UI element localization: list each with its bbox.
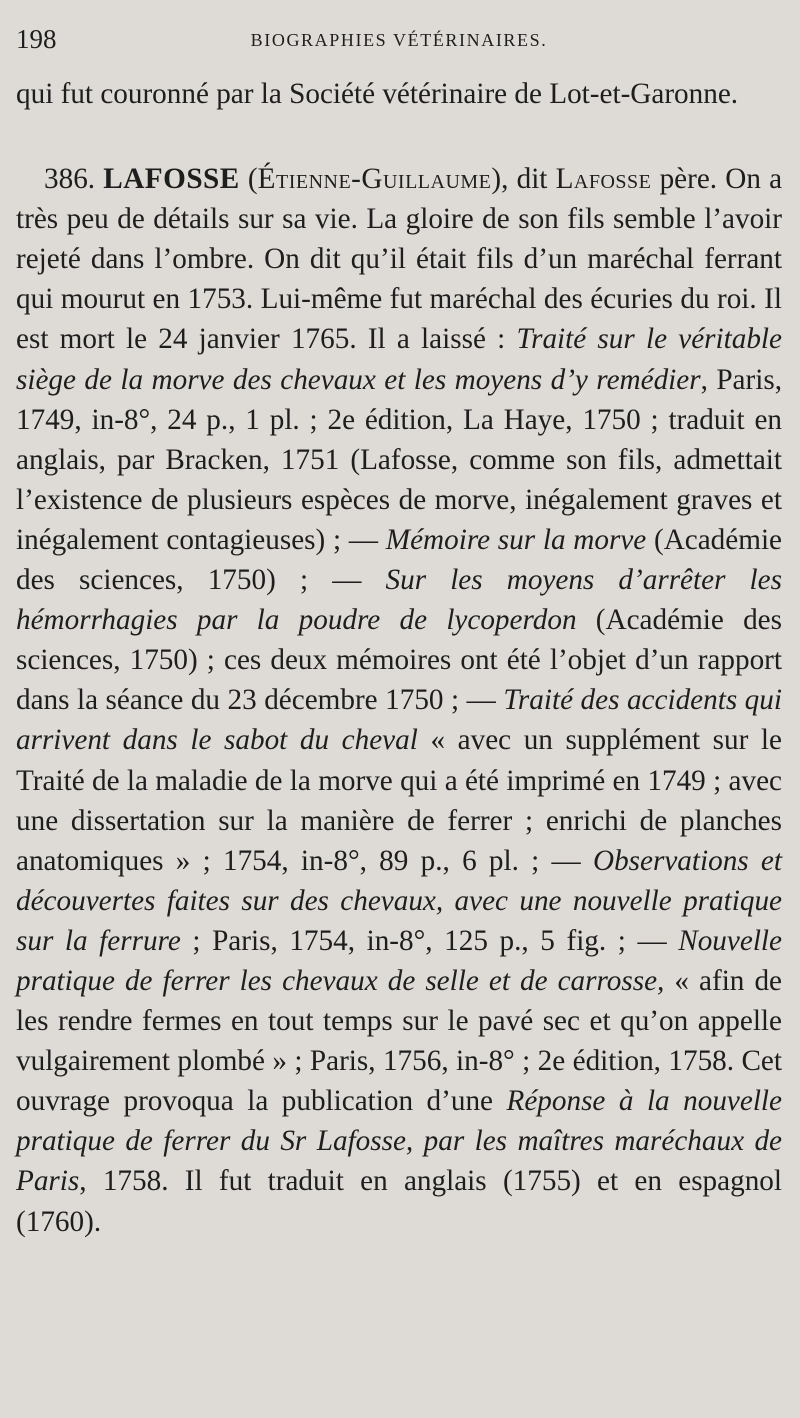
body-text-5: « avec un supplément sur le Traité de la maladie de la morve qui a été imprimé en 1749 ; avec une dissertation sur la manière de ferrer ; enrichi de planches anatomiques » ; 1754, in-8°, 89 p., 6 pl. ; —: [16, 724, 782, 877]
entry-dit: , dit: [501, 163, 548, 196]
entry-alias: Lafosse: [555, 163, 652, 196]
title-traite-accidents: Traité des accidents qui arrivent dans le sabot du cheval: [16, 684, 782, 757]
title-nouvelle-pratique: Nouvelle pratique de ferrer les chevaux de selle et de carrosse,: [16, 924, 782, 997]
body-text-1: père. On a très peu de détails sur sa vie. La gloire de son fils semble l’avoir rejeté dans l’ombre. On dit qu’il était fils d’un maréchal ferrant qui mourut en 1753. Lui-même fut maréchal des écuries du roi. Il est mort le 24 janvier 1765. Il a laissé :: [16, 163, 783, 356]
entry-given-names: Étienne-Guillaume: [257, 163, 492, 196]
title-traite-morve: Traité sur le véritable siège de la morve des chevaux et les moyens d’y remédier: [16, 323, 782, 396]
page-number: 198: [16, 24, 57, 54]
title-hemorrhagies: Sur les moyens d’arrêter les hémorrhagies par la poudre de lycoperdon: [16, 564, 782, 637]
running-head: [16, 0, 782, 56]
body-text-4: (Académie des sciences, 1750) ; ces deux mémoires ont été l’objet d’un rapport dans la séance du 23 décembre 1750 ; —: [16, 604, 782, 717]
title-reponse: Réponse à la nouvelle pratique de ferrer du Sr Lafosse, par les maîtres maréchaux de Paris: [16, 1085, 782, 1198]
body-text-3: (Académie des sciences, 1750) ; —: [16, 523, 783, 597]
body-text-6: ; Paris, 1754, in-8°, 125 p., 5 fig. ; —: [180, 924, 679, 957]
body-text-2: , Paris, 1749, in-8°, 24 p., 1 pl. ; 2e édition, La Haye, 1750 ; traduit en anglais, par Bracken, 1751 (Lafosse, comme son fils, admettait l’existence de plusieurs espèces de morve, inégalement graves et inégalement contagieuses) ; —: [16, 363, 782, 556]
continuation-paragraph: qui fut couronné par la Société vétérinaire de Lot-et-Garonne.: [16, 78, 739, 110]
entry-386-paragraph: 386. LAFOSSE (Étienne-Guillaume), dit Lafosse père. On a très peu de détails sur sa vie. La gloire de son fils semble l’avoir rejeté dans l’ombre. On dit qu’il était fils d’un maréchal ferrant qui mourut en 1753. Lui-même fut maréchal des écuries du roi. Il est mort le 24 janvier 1765. Il a laissé : Traité sur le véritable siège de la morve des chevaux et les moyens d’y remédier, Paris, 1749, in-8°, 24 p., 1 pl. ; 2e édition, La Haye, 1750 ; traduit en anglais, par Bracken, 1751 (Lafosse, comme son fils, admettait l’existence de plusieurs espèces de morve, inégalement graves et inégalement contagieuses) ; — Mémoire sur la morve (Académie des sciences, 1750) ; — Sur les moyens d’arrêter les hémorrhagies par la poudre de lycoperdon (Académie des sciences, 1750) ; ces deux mémoires ont été l’objet d’un rapport dans la séance du 23 décembre 1750 ; — Traité des accidents qui arrivent dans le sabot du cheval « avec un supplément sur le Traité de la maladie de la morve qui a été imprimé en 1749 ; avec une dissertation sur la manière de ferrer ; enrichi de planches anatomiques » ; 1754, in-8°, 89 p., 6 pl. ; — Observations et découvertes faites sur des chevaux, avec une nouvelle pratique sur la ferrure ; Paris, 1754, in-8°, 125 p., 5 fig. ; — Nouvelle pratique de ferrer les chevaux de selle et de carrosse, « afin de les rendre fermes en tout temps sur le pavé sec et qu’on appelle vulgairement plombé » ; Paris, 1756, in-8° ; 2e édition, 1758. Cet ouvrage provoqua la publication d’une Réponse à la nouvelle pratique de ferrer du Sr Lafosse, par les maîtres maréchaux de Paris, 1758. Il fut traduit en anglais (1755) et en espagnol (1760).: [16, 163, 783, 1238]
entry-name: LAFOSSE: [103, 163, 240, 196]
body-text-7: « afin de les rendre fermes en tout temps sur le pavé sec et qu’on appelle vulgairement plombé » ; Paris, 1756, in-8° ; 2e édition, 1758. Cet ouvrage provoqua la publication d’une: [16, 964, 782, 1118]
running-head-title: BIOGRAPHIES VÉTÉRINAIRES.: [250, 30, 548, 50]
title-observations: Observations et découvertes faites sur des chevaux, avec une nouvelle pratique sur la ferrure: [16, 844, 782, 957]
title-memoire-morve: Mémoire sur la morve: [385, 523, 647, 556]
body-text-8: , 1758. Il fut traduit en anglais (1755) et en espagnol (1760).: [16, 1165, 782, 1238]
entry-number: 386.: [44, 163, 96, 196]
